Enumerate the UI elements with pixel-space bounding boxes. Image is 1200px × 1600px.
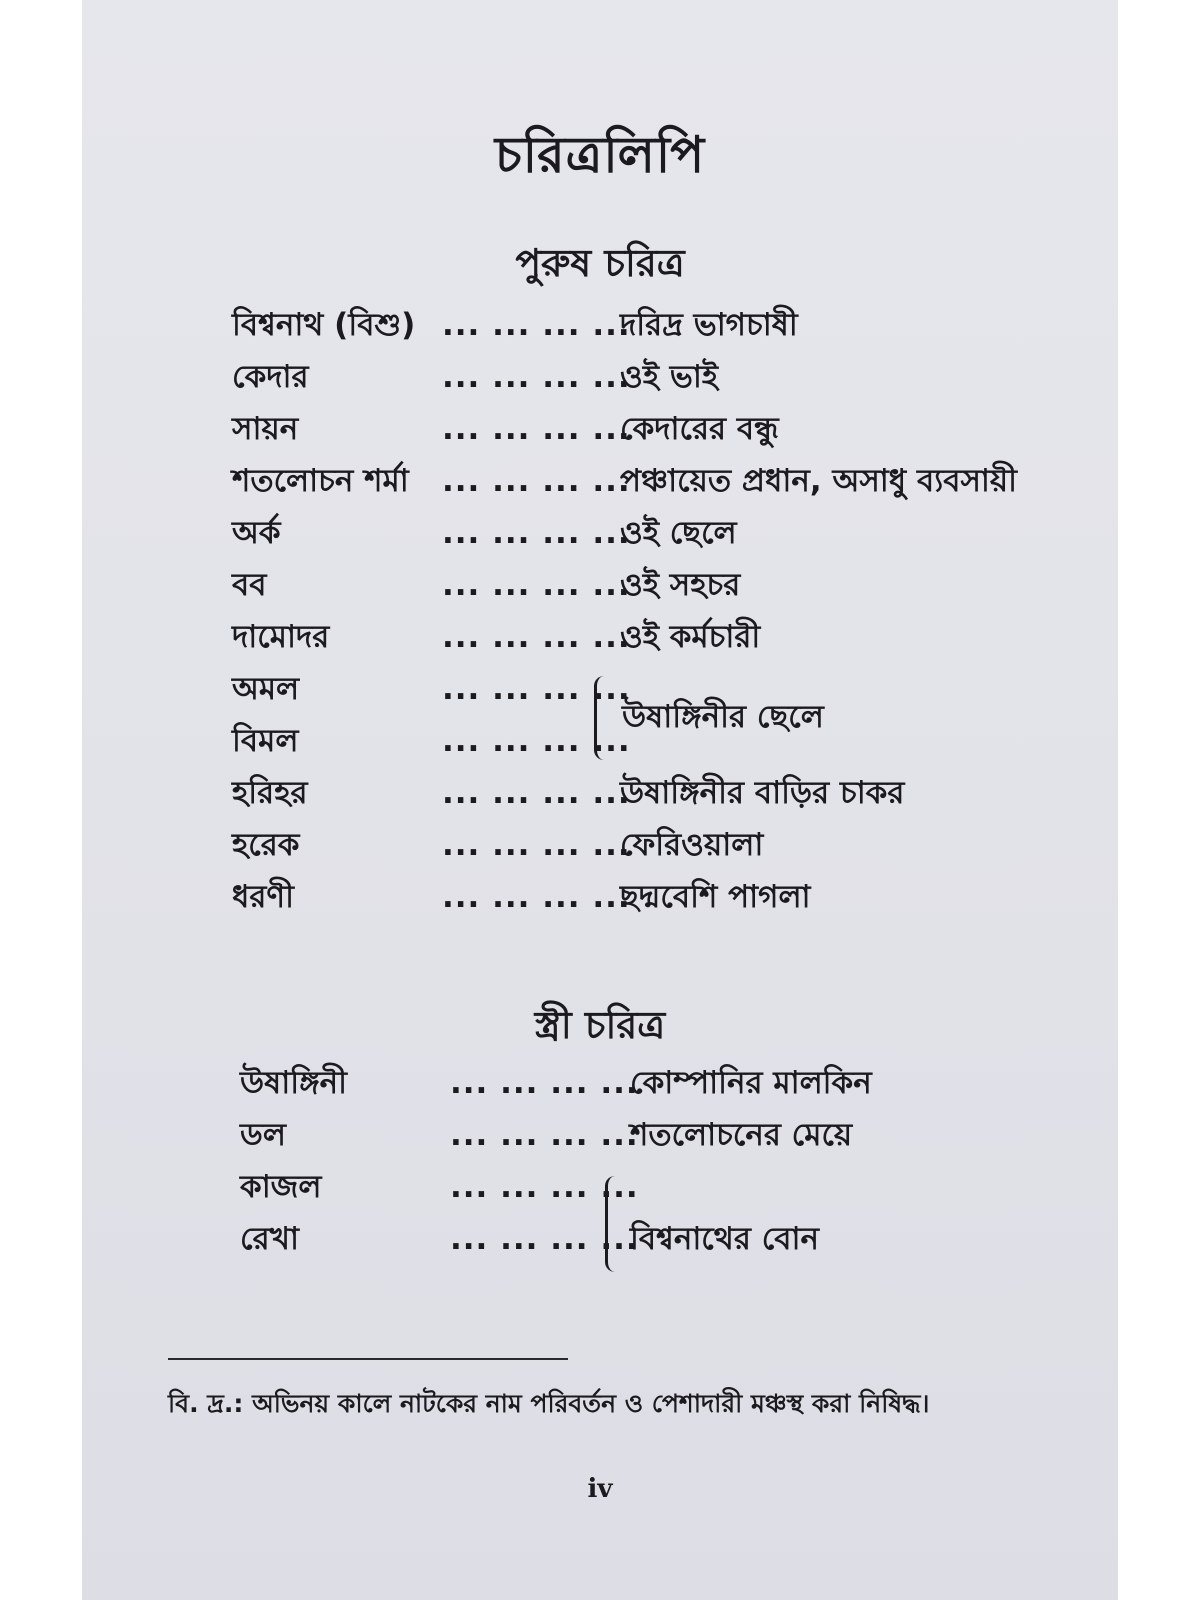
character-name: দামোদর [232,619,330,655]
character-name: হরেক [232,827,300,863]
character-role: ওই সহচর [620,567,741,603]
character-name: বিমল [232,723,299,759]
character-name: উষাঙ্গিনী [240,1065,348,1101]
leader-dots: ... ... ... ... [442,619,631,655]
leader-dots: ... ... ... ... [450,1169,639,1205]
footnote: বি. দ্র.: অভিনয় কালে নাটকের নাম পরিবর্তন ও পেশাদারী মঞ্চস্থ করা নিষিদ্ধ। [168,1389,930,1418]
character-role: কেদারের বন্ধু [620,411,779,447]
character-role: ওই কর্মচারী [620,619,761,655]
character-name: অর্ক [232,515,281,551]
leader-dots: ... ... ... ... [442,307,631,343]
leader-dots: ... ... ... ... [450,1065,639,1101]
footnote-rule [168,1358,568,1360]
character-name: বব [232,567,267,603]
character-role: কোম্পানির মালকিন [630,1065,872,1101]
group-role: উষাঙ্গিনীর ছেলে [622,699,824,735]
character-role: ফেরিওয়ালা [620,827,764,863]
leader-dots: ... ... ... ... [442,567,631,603]
character-name: বিশ্বনাথ (বিশু) [232,307,416,343]
character-role: ছদ্মবেশি পাগলা [620,879,811,915]
group-brace [594,676,611,760]
leader-dots: ... ... ... ... [442,879,631,915]
character-name: শতলোচন শর্মা [232,463,409,499]
character-name: কেদার [232,359,309,395]
character-name: অমল [232,671,300,707]
character-name: সায়ন [232,411,299,447]
character-name: ডল [240,1117,286,1153]
character-role: দরিদ্র ভাগচাষী [620,307,798,343]
character-name: ধরণী [232,879,295,915]
page-title: চরিত্রলিপি [494,126,706,184]
leader-dots: ... ... ... ... [442,723,631,759]
book-page [82,0,1118,1600]
character-role: উষাঙ্গিনীর বাড়ির চাকর [620,775,905,811]
leader-dots: ... ... ... ... [442,775,631,811]
female-characters-heading: স্ত্রী চরিত্র [534,1003,666,1047]
leader-dots: ... ... ... ... [442,671,631,707]
leader-dots: ... ... ... ... [442,463,631,499]
character-role: ওই ছেলে [620,515,737,551]
male-characters-heading: পুরুষ চরিত্র [515,241,685,285]
page-number: iv [587,1474,613,1504]
leader-dots: ... ... ... ... [442,359,631,395]
character-role: শতলোচনের মেয়ে [630,1117,853,1153]
group-brace [605,1176,622,1272]
character-name: হরিহর [232,775,308,811]
leader-dots: ... ... ... ... [442,515,631,551]
character-role: ওই ভাই [620,359,718,395]
leader-dots: ... ... ... ... [450,1117,639,1153]
character-role: পঞ্চায়েত প্রধান, অসাধু ব্যবসায়ী [620,463,1018,499]
character-name: কাজল [240,1169,322,1205]
group-role: বিশ্বনাথের বোন [630,1221,820,1257]
leader-dots: ... ... ... ... [450,1221,639,1257]
character-name: রেখা [240,1221,299,1257]
leader-dots: ... ... ... ... [442,411,631,447]
leader-dots: ... ... ... ... [442,827,631,863]
